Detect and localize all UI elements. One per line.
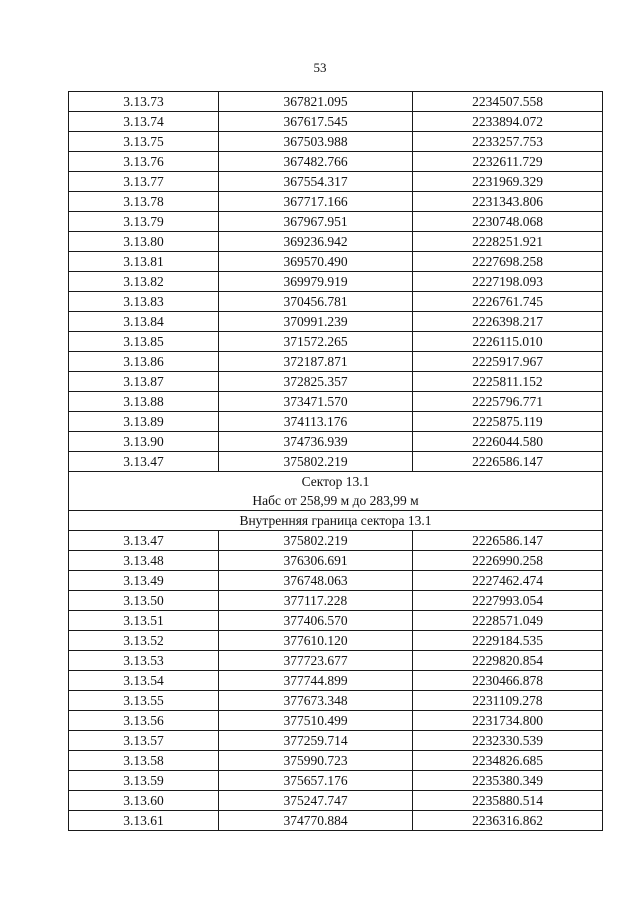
y-coordinate-cell: 2226586.147 xyxy=(413,531,603,551)
x-coordinate-cell: 367967.951 xyxy=(219,212,413,232)
y-coordinate-cell: 2227993.054 xyxy=(413,591,603,611)
x-coordinate-cell: 375247.747 xyxy=(219,791,413,811)
y-coordinate-cell: 2226044.580 xyxy=(413,432,603,452)
y-coordinate-cell: 2230466.878 xyxy=(413,671,603,691)
section-boundary: Внутренняя граница сектора 13.1 xyxy=(69,511,603,531)
x-coordinate-cell: 372187.871 xyxy=(219,352,413,372)
y-coordinate-cell: 2225875.119 xyxy=(413,412,603,432)
y-coordinate-cell: 2226586.147 xyxy=(413,452,603,472)
point-id-cell: 3.13.55 xyxy=(69,691,219,711)
y-coordinate-cell: 2235380.349 xyxy=(413,771,603,791)
x-coordinate-cell: 367617.545 xyxy=(219,112,413,132)
table-row xyxy=(69,152,603,172)
x-coordinate-cell: 373471.570 xyxy=(219,392,413,412)
table-row xyxy=(69,252,603,272)
point-id-cell: 3.13.60 xyxy=(69,791,219,811)
y-coordinate-cell: 2231109.278 xyxy=(413,691,603,711)
y-coordinate-cell: 2228251.921 xyxy=(413,232,603,252)
table-body-top xyxy=(69,92,603,472)
table-row xyxy=(69,551,603,571)
point-id-cell: 3.13.84 xyxy=(69,312,219,332)
y-coordinate-cell: 2226398.217 xyxy=(413,312,603,332)
point-id-cell: 3.13.89 xyxy=(69,412,219,432)
section-title: Сектор 13.1 xyxy=(301,474,370,489)
table-row xyxy=(69,631,603,651)
y-coordinate-cell: 2232611.729 xyxy=(413,152,603,172)
point-id-cell: 3.13.50 xyxy=(69,591,219,611)
x-coordinate-cell: 367821.095 xyxy=(219,92,413,112)
point-id-cell: 3.13.90 xyxy=(69,432,219,452)
x-coordinate-cell: 377510.499 xyxy=(219,711,413,731)
point-id-cell: 3.13.80 xyxy=(69,232,219,252)
table-row xyxy=(69,452,603,472)
section-boundary-row xyxy=(69,511,603,531)
y-coordinate-cell: 2225917.967 xyxy=(413,352,603,372)
point-id-cell: 3.13.77 xyxy=(69,172,219,192)
table-row xyxy=(69,691,603,711)
table-row xyxy=(69,711,603,731)
point-id-cell: 3.13.47 xyxy=(69,452,219,472)
x-coordinate-cell: 374770.884 xyxy=(219,811,413,831)
x-coordinate-cell: 371572.265 xyxy=(219,332,413,352)
table-row xyxy=(69,651,603,671)
table-row xyxy=(69,112,603,132)
point-id-cell: 3.13.87 xyxy=(69,372,219,392)
table-row xyxy=(69,272,603,292)
page-number: 53 xyxy=(313,60,327,75)
point-id-cell: 3.13.82 xyxy=(69,272,219,292)
x-coordinate-cell: 370456.781 xyxy=(219,292,413,312)
x-coordinate-cell: 375657.176 xyxy=(219,771,413,791)
y-coordinate-cell: 2231343.806 xyxy=(413,192,603,212)
y-coordinate-cell: 2231734.800 xyxy=(413,711,603,731)
point-id-cell: 3.13.52 xyxy=(69,631,219,651)
x-coordinate-cell: 367554.317 xyxy=(219,172,413,192)
x-coordinate-cell: 377673.348 xyxy=(219,691,413,711)
y-coordinate-cell: 2233257.753 xyxy=(413,132,603,152)
y-coordinate-cell: 2236316.862 xyxy=(413,811,603,831)
x-coordinate-cell: 376748.063 xyxy=(219,571,413,591)
table-row xyxy=(69,731,603,751)
table-row xyxy=(69,92,603,112)
x-coordinate-cell: 375802.219 xyxy=(219,452,413,472)
table-row xyxy=(69,332,603,352)
table-row xyxy=(69,571,603,591)
y-coordinate-cell: 2229820.854 xyxy=(413,651,603,671)
x-coordinate-cell: 367503.988 xyxy=(219,132,413,152)
point-id-cell: 3.13.56 xyxy=(69,711,219,731)
x-coordinate-cell: 374113.176 xyxy=(219,412,413,432)
x-coordinate-cell: 377406.570 xyxy=(219,611,413,631)
point-id-cell: 3.13.57 xyxy=(69,731,219,751)
x-coordinate-cell: 372825.357 xyxy=(219,372,413,392)
section-title-row xyxy=(69,472,603,511)
table-row xyxy=(69,811,603,831)
y-coordinate-cell: 2235880.514 xyxy=(413,791,603,811)
coordinates-table xyxy=(68,91,603,831)
point-id-cell: 3.13.51 xyxy=(69,611,219,631)
table-row xyxy=(69,771,603,791)
y-coordinate-cell: 2232330.539 xyxy=(413,731,603,751)
x-coordinate-cell: 375990.723 xyxy=(219,751,413,771)
x-coordinate-cell: 369979.919 xyxy=(219,272,413,292)
x-coordinate-cell: 376306.691 xyxy=(219,551,413,571)
table-row xyxy=(69,292,603,312)
point-id-cell: 3.13.86 xyxy=(69,352,219,372)
point-id-cell: 3.13.61 xyxy=(69,811,219,831)
point-id-cell: 3.13.83 xyxy=(69,292,219,312)
point-id-cell: 3.13.58 xyxy=(69,751,219,771)
table-row xyxy=(69,671,603,691)
y-coordinate-cell: 2231969.329 xyxy=(413,172,603,192)
y-coordinate-cell: 2229184.535 xyxy=(413,631,603,651)
y-coordinate-cell: 2227462.474 xyxy=(413,571,603,591)
table-row xyxy=(69,192,603,212)
y-coordinate-cell: 2233894.072 xyxy=(413,112,603,132)
y-coordinate-cell: 2230748.068 xyxy=(413,212,603,232)
table-body-bottom xyxy=(69,531,603,831)
table-row xyxy=(69,212,603,232)
point-id-cell: 3.13.59 xyxy=(69,771,219,791)
x-coordinate-cell: 377610.120 xyxy=(219,631,413,651)
x-coordinate-cell: 377117.228 xyxy=(219,591,413,611)
point-id-cell: 3.13.78 xyxy=(69,192,219,212)
section-header xyxy=(69,472,603,531)
table-row xyxy=(69,591,603,611)
table-row xyxy=(69,232,603,252)
point-id-cell: 3.13.53 xyxy=(69,651,219,671)
x-coordinate-cell: 377259.714 xyxy=(219,731,413,751)
y-coordinate-cell: 2225796.771 xyxy=(413,392,603,412)
point-id-cell: 3.13.81 xyxy=(69,252,219,272)
x-coordinate-cell: 367482.766 xyxy=(219,152,413,172)
table-row xyxy=(69,412,603,432)
table-row xyxy=(69,172,603,192)
table-row xyxy=(69,432,603,452)
table-row xyxy=(69,312,603,332)
table-row xyxy=(69,372,603,392)
x-coordinate-cell: 369570.490 xyxy=(219,252,413,272)
y-coordinate-cell: 2228571.049 xyxy=(413,611,603,631)
point-id-cell: 3.13.73 xyxy=(69,92,219,112)
y-coordinate-cell: 2226761.745 xyxy=(413,292,603,312)
x-coordinate-cell: 367717.166 xyxy=(219,192,413,212)
x-coordinate-cell: 377744.899 xyxy=(219,671,413,691)
section-height-range: Набс от 258,99 м до 283,99 м xyxy=(252,493,419,508)
table-row xyxy=(69,392,603,412)
section-title-cell xyxy=(69,472,603,511)
y-coordinate-cell: 2226115.010 xyxy=(413,332,603,352)
table-row xyxy=(69,611,603,631)
table-row xyxy=(69,791,603,811)
y-coordinate-cell: 2225811.152 xyxy=(413,372,603,392)
point-id-cell: 3.13.74 xyxy=(69,112,219,132)
y-coordinate-cell: 2234507.558 xyxy=(413,92,603,112)
x-coordinate-cell: 377723.677 xyxy=(219,651,413,671)
table-row xyxy=(69,132,603,152)
point-id-cell: 3.13.88 xyxy=(69,392,219,412)
y-coordinate-cell: 2227198.093 xyxy=(413,272,603,292)
table-row xyxy=(69,531,603,551)
point-id-cell: 3.13.54 xyxy=(69,671,219,691)
table-row xyxy=(69,751,603,771)
point-id-cell: 3.13.75 xyxy=(69,132,219,152)
x-coordinate-cell: 375802.219 xyxy=(219,531,413,551)
point-id-cell: 3.13.49 xyxy=(69,571,219,591)
point-id-cell: 3.13.76 xyxy=(69,152,219,172)
point-id-cell: 3.13.48 xyxy=(69,551,219,571)
x-coordinate-cell: 370991.239 xyxy=(219,312,413,332)
point-id-cell: 3.13.79 xyxy=(69,212,219,232)
y-coordinate-cell: 2234826.685 xyxy=(413,751,603,771)
x-coordinate-cell: 374736.939 xyxy=(219,432,413,452)
table-row xyxy=(69,352,603,372)
y-coordinate-cell: 2227698.258 xyxy=(413,252,603,272)
point-id-cell: 3.13.85 xyxy=(69,332,219,352)
x-coordinate-cell: 369236.942 xyxy=(219,232,413,252)
y-coordinate-cell: 2226990.258 xyxy=(413,551,603,571)
point-id-cell: 3.13.47 xyxy=(69,531,219,551)
